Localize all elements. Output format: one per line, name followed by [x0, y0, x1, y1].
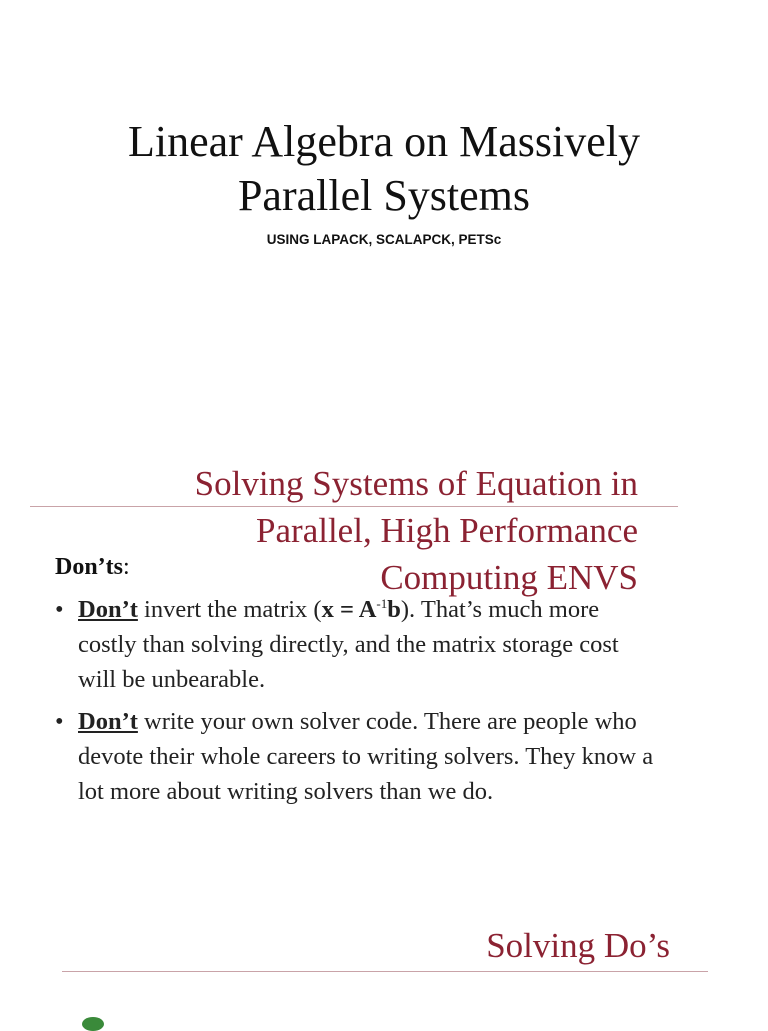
donts-label-colon: : — [123, 554, 130, 580]
donts-label — [55, 554, 130, 581]
donts-list — [55, 592, 655, 816]
title-line-2: Parallel Systems — [237, 171, 531, 220]
bullet-keyword: Don’t — [78, 596, 138, 623]
heading-line-2: Parallel, High Performance — [256, 511, 638, 550]
heading-line-1: Solving Systems of Equation in — [194, 464, 638, 503]
list-item — [55, 704, 655, 809]
bullet-icon: • — [55, 708, 64, 735]
section-divider — [30, 506, 678, 507]
title-line-1: Linear Algebra on Massively — [128, 117, 640, 166]
section-heading-solving-systems — [78, 460, 638, 601]
formula-x-equals-a: x = A — [321, 596, 377, 623]
section-divider — [62, 971, 708, 972]
green-bullet-icon — [82, 1017, 104, 1031]
formula-b: b — [387, 596, 401, 623]
list-item — [55, 592, 655, 697]
bullet-text: ). That’s much more costly than solving directly, and the matrix storage cost will be unbearable. — [78, 596, 619, 693]
formula-superscript: -1 — [376, 595, 388, 611]
document-title — [0, 115, 768, 223]
bullet-text: write your own solver code. There are people who devote their whole careers to writing solvers. They know a lot more about writing solvers than we do. — [78, 708, 654, 805]
bullet-text: invert the matrix ( — [137, 596, 322, 623]
section-heading-solving-dos: Solving Do’s — [486, 926, 670, 965]
donts-label-text: Don’ts — [55, 554, 124, 580]
document-subtitle: USING LAPACK, SCALAPCK, PETSc — [266, 232, 502, 247]
bullet-icon: • — [55, 596, 64, 623]
heading-line-3: Computing ENVS — [380, 558, 638, 597]
bullet-keyword: Don’t — [78, 708, 138, 735]
